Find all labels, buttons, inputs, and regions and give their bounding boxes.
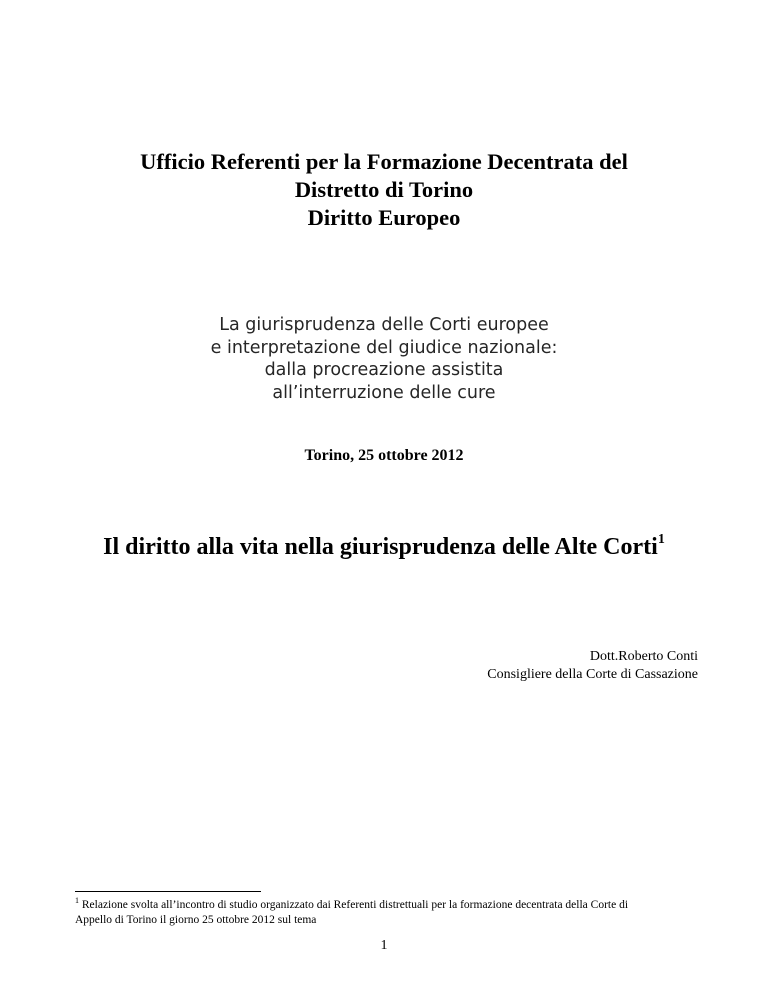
paper-title (30, 532, 738, 562)
author-role: Consigliere della Corte di Cassazione (487, 667, 698, 682)
author-block (487, 648, 698, 684)
seminar-subject (60, 314, 708, 404)
place-and-date: Torino, 25 ottobre 2012 (304, 447, 464, 464)
office-heading-line: Distretto di Torino (294, 177, 474, 202)
footnote-separator (75, 891, 261, 892)
office-heading-line: Diritto Europeo (307, 205, 461, 230)
footnote-reference: 1 (657, 532, 665, 547)
seminar-subject-line: e interpretazione del giudice nazionale: (210, 337, 558, 358)
seminar-subject-line: all’interruzione delle cure (272, 382, 496, 403)
footnote-line: Appello di Torino il giorno 25 ottobre 2012 sul tema (75, 914, 317, 926)
footnote-line (75, 898, 697, 913)
office-heading (60, 148, 708, 232)
author-name: Dott.Roberto Conti (589, 649, 698, 664)
paper-title-text: Il diritto alla vita nella giurisprudenza delle Alte Corti (103, 534, 658, 560)
footnote-text: Relazione svolta all’incontro di studio organizzato dai Referenti distrettuali per la formazione decentrata della Corte di (79, 899, 629, 911)
office-heading-line: Ufficio Referenti per la Formazione Decentrata del (140, 149, 628, 174)
seminar-subject-line: dalla procreazione assistita (264, 360, 504, 380)
footnote-marker: 1 (75, 896, 79, 906)
footnote (75, 898, 697, 928)
page-number: 1 (380, 938, 388, 953)
seminar-subject-line: La giurisprudenza delle Corti europee (219, 315, 549, 335)
